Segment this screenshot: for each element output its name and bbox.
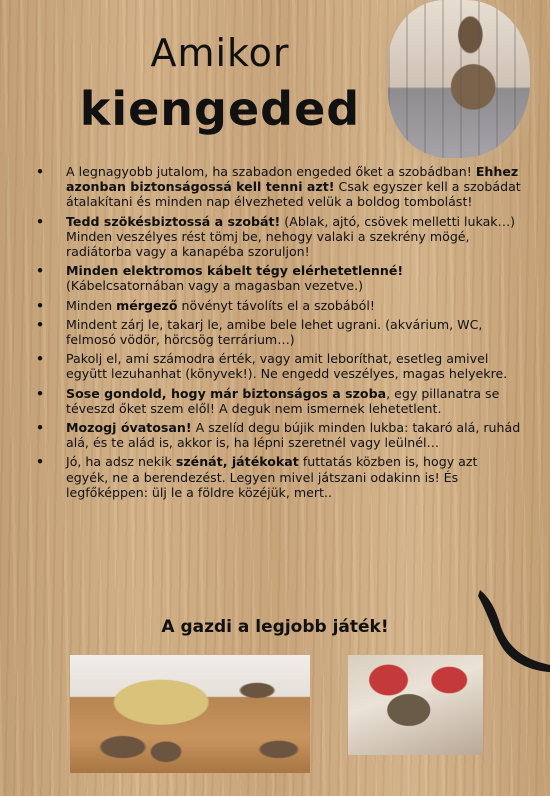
- list-item: • Minden mérgező növényt távolíts el a szobából!: [36, 297, 375, 313]
- list-item: • Pakolj el, ami számodra érték, vagy amit leboríthat, esetleg amivel együtt lezuhanhat (könyvek!). Ne engedd veszélyes, magas helyekre.: [36, 351, 508, 382]
- list-item: • A legnagyobb jutalom, ha szabadon engeded őket a szobádban! Ehhez azonban biztonságossá kell tenni azt! Csak egyszer kell a szobádat átalakítani és minden nap élvezheted velük a boldog tombolást!: [36, 164, 521, 210]
- slogan: A gazdi a legjobb játék!: [161, 617, 389, 637]
- list-item: • Tedd szökésbiztossá a szobát! (Ablak, ajtó, csövek melletti lukak…) Minden veszélyes rést tömj be, nehogy valaki a szekrény mögé, radiátorba vagy a kanapéba szoruljon!: [36, 213, 516, 260]
- list-item: • Sose gondold, hogy már biztonságos a szoba, egy pillanatra se téveszd őket szem elől! A deguk nem ismernek lehetetlent.: [36, 385, 500, 416]
- bullet-icon: •: [36, 420, 45, 436]
- title-line-2: kiengeded: [79, 82, 361, 136]
- bullet-icon: •: [36, 385, 45, 401]
- bullet-icon: •: [36, 454, 45, 470]
- bullet-icon: •: [36, 213, 45, 229]
- bullet-icon: •: [36, 263, 45, 279]
- bullet-icon: •: [36, 351, 45, 367]
- poster-title: [75, 31, 365, 136]
- list-item: • Jó, ha adsz nekik szénát, játékokat futtatás közben is, hogy azt egyék, ne a berendezést. Legyen mivel játszani odakinn is! És legfőképpen: ülj le a földre közéjük, mert..: [36, 454, 478, 500]
- degus-eating-hay-photo: [70, 655, 310, 773]
- bullet-icon: •: [36, 164, 45, 179]
- list-item: • Mozogj óvatosan! A szelíd degu bújik minden lukba: takaró alá, ruhád alá, és te alád is, akkor is, ha lépni szeretnél vagy leülnél…: [36, 420, 521, 451]
- tips-list: [36, 164, 522, 500]
- bullet-icon: •: [36, 316, 45, 332]
- degu-standing-photo: [388, 0, 530, 158]
- degus-on-blanket-photo: [348, 655, 483, 755]
- list-item: • Minden elektromos kábelt tégy elérhetetlenné! (Kábelcsatornában vagy a magasban vezetve.): [36, 263, 404, 294]
- title-line-1: Amikor: [150, 31, 290, 75]
- bullet-icon: •: [36, 297, 45, 313]
- list-item: • Mindent zárj le, takarj le, amibe bele lehet ugrani. (akvárium, WC, felmosó vödör, hörcsög terrárium…): [36, 316, 483, 348]
